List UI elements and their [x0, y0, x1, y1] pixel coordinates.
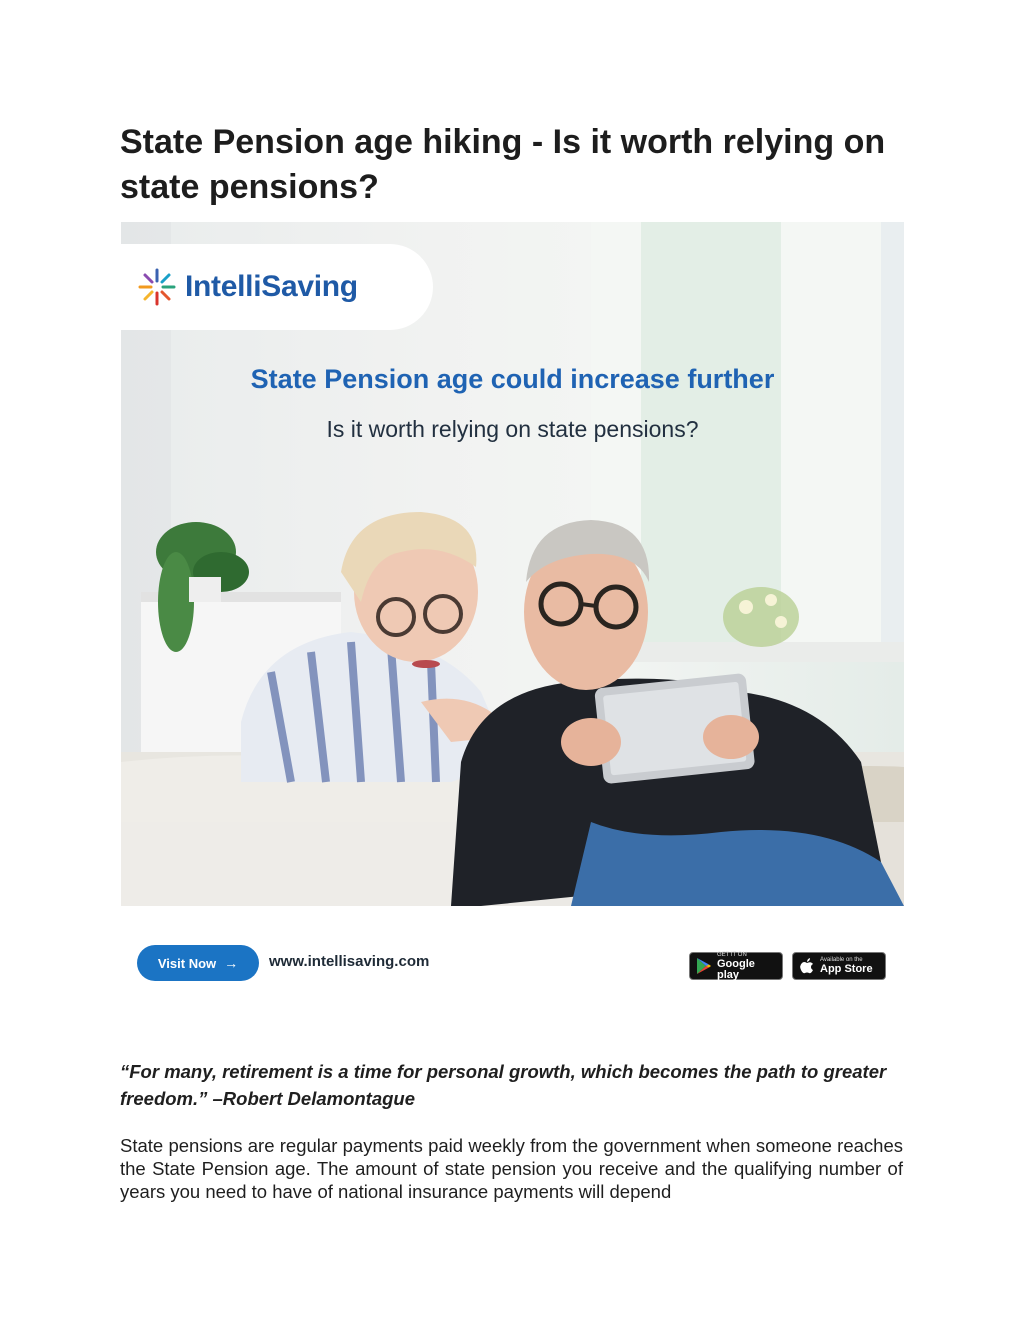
google-play-badge[interactable] — [689, 952, 783, 980]
apple-icon — [799, 957, 815, 975]
app-store-badge[interactable] — [792, 952, 886, 980]
google-play-icon — [696, 957, 712, 975]
intellisaving-logo-icon — [137, 267, 177, 307]
flowers — [723, 587, 799, 647]
website-link[interactable]: www.intellisaving.com — [269, 953, 430, 970]
cta-bar — [121, 935, 904, 995]
brand-logo — [121, 244, 433, 330]
visit-now-button[interactable] — [137, 945, 259, 981]
brand-name: IntelliSaving — [185, 270, 358, 303]
article-title: State Pension age hiking - Is it worth relying on state pensions? — [120, 123, 886, 206]
visit-now-label: Visit Now — [157, 955, 217, 971]
hero-headline: State Pension age could increase further — [250, 364, 775, 394]
app-store-big-text: App Store — [820, 963, 873, 975]
hero-subline: Is it worth relying on state pensions? — [326, 416, 699, 442]
google-play-big-text: Google play — [717, 957, 755, 981]
quote: “For many, retirement is a time for personal growth, which becomes the path to greater freedom.” –Robert Delamontague — [120, 1061, 887, 1109]
app-store-small-text: Available on the — [820, 957, 863, 963]
google-play-small-text: GET IT ON — [717, 951, 747, 958]
hero-banner-image — [121, 222, 904, 906]
arrow-right-icon: → — [224, 955, 239, 971]
body-paragraph: State pensions are regular payments paid weekly from the government when someone reaches the State Pension age. The amount of state pension you receive and the qualifying number of years you need to have of national insurance payments will depend — [120, 1135, 903, 1202]
